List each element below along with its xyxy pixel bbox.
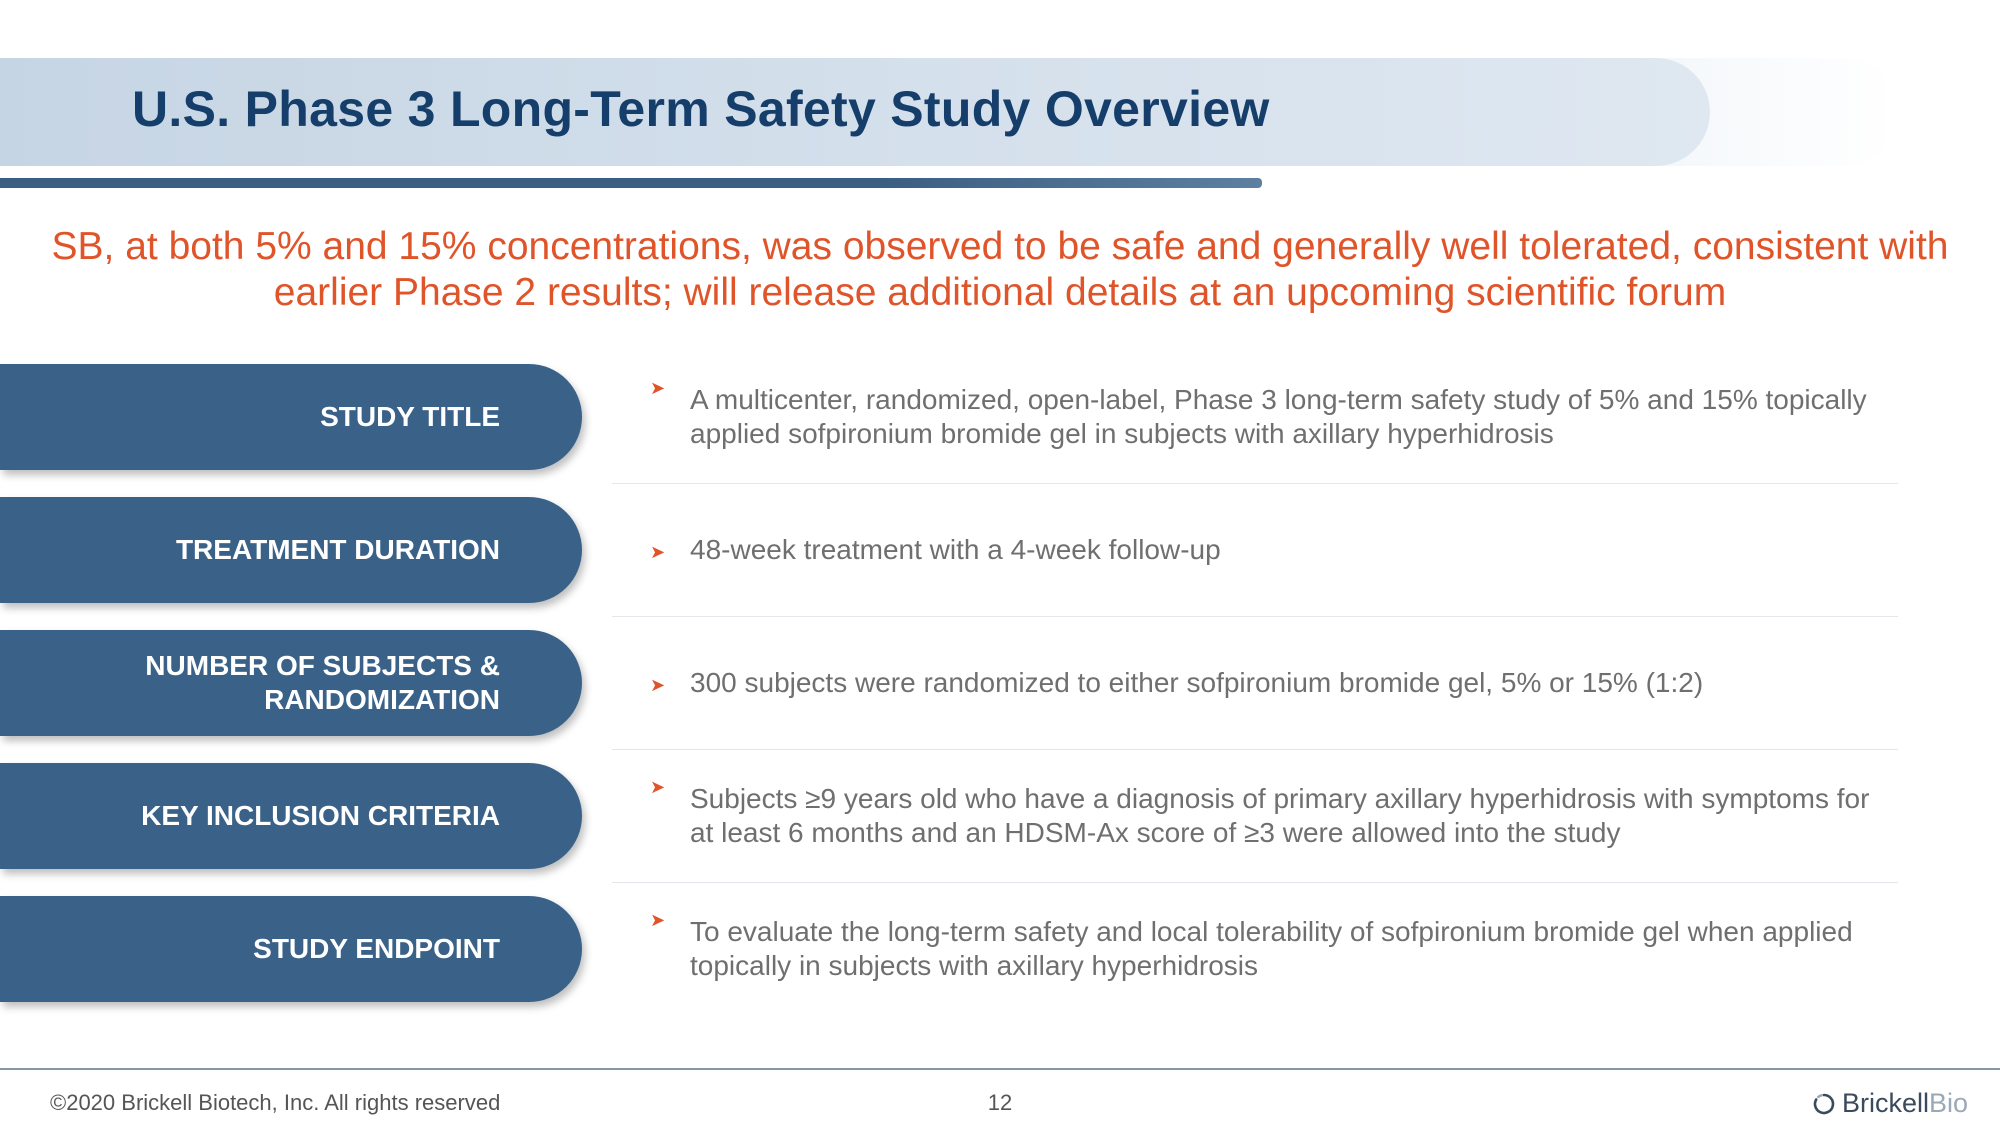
description-treatment-duration: 48-week treatment with a 4-week follow-up [690,534,1221,565]
row-divider [612,616,1898,617]
page-number: 12 [987,1090,1013,1115]
arrow-bullet-icon: ➤ [650,378,666,398]
arrow-bullet-icon: ➤ [650,541,666,562]
description-study-endpoint: To evaluate the long-term safety and local tolerability of sofpironium bromide gel when applied topically in subjects with axillary hyperhidrosis [690,916,1853,981]
row-study-endpoint [0,896,2000,1002]
label-pill [0,497,582,603]
logo-ring-icon [1812,1092,1836,1116]
description-key-inclusion-criteria: Subjects ≥9 years old who have a diagnosis of primary axillary hyperhidrosis with symptoms for at least 6 months and an HDSM-Ax score of ≥3 were allowed into the study [690,783,1870,848]
arrow-bullet-icon: ➤ [650,910,666,930]
description [650,630,1900,736]
logo-text-brickell: Brickell [1841,1088,1929,1118]
label-study-title: STUDY TITLE [320,401,500,432]
label-pill [0,364,582,470]
brickellbio-logo [1812,1088,1968,1119]
label-pill [0,630,582,736]
study-overview-list [0,364,2000,1029]
headline: SB, at both 5% and 15% concentrations, was observed to be safe and generally well tolerated, consistent with earlier Phase 2 results; will release additional details at an upcoming scientific forum [51,225,1949,314]
description [650,364,1900,470]
label-pill [0,763,582,869]
label-key-inclusion-criteria: KEY INCLUSION CRITERIA [141,800,500,831]
label-study-endpoint: STUDY ENDPOINT [253,933,500,964]
row-divider [612,483,1898,484]
row-divider [612,882,1898,883]
description [650,497,1900,603]
arrow-bullet-icon: ➤ [650,777,666,797]
label-subjects-randomization: NUMBER OF SUBJECTS & RANDOMIZATION [145,650,500,715]
title-underline [0,178,1262,188]
label-pill [0,896,582,1002]
copyright-notice: ©2020 Brickell Biotech, Inc. All rights reserved [50,1090,501,1115]
description-subjects-randomization: 300 subjects were randomized to either sofpironium bromide gel, 5% or 15% (1:2) [690,667,1704,698]
footer-divider [0,1068,2000,1070]
page-title: U.S. Phase 3 Long-Term Safety Study Overview [132,81,1270,137]
row-key-inclusion-criteria [0,763,2000,869]
row-divider [612,749,1898,750]
row-treatment-duration [0,497,2000,603]
arrow-bullet-icon: ➤ [650,674,666,695]
row-subjects-randomization [0,630,2000,736]
logo-text-bio: Bio [1928,1088,1968,1118]
label-treatment-duration: TREATMENT DURATION [175,534,500,565]
description [650,763,1900,869]
description [650,896,1900,1002]
row-study-title [0,364,2000,470]
description-study-title: A multicenter, randomized, open-label, Phase 3 long-term safety study of 5% and 15% topically applied sofpironium bromide gel in subjects with axillary hyperhidrosis [690,384,1867,449]
